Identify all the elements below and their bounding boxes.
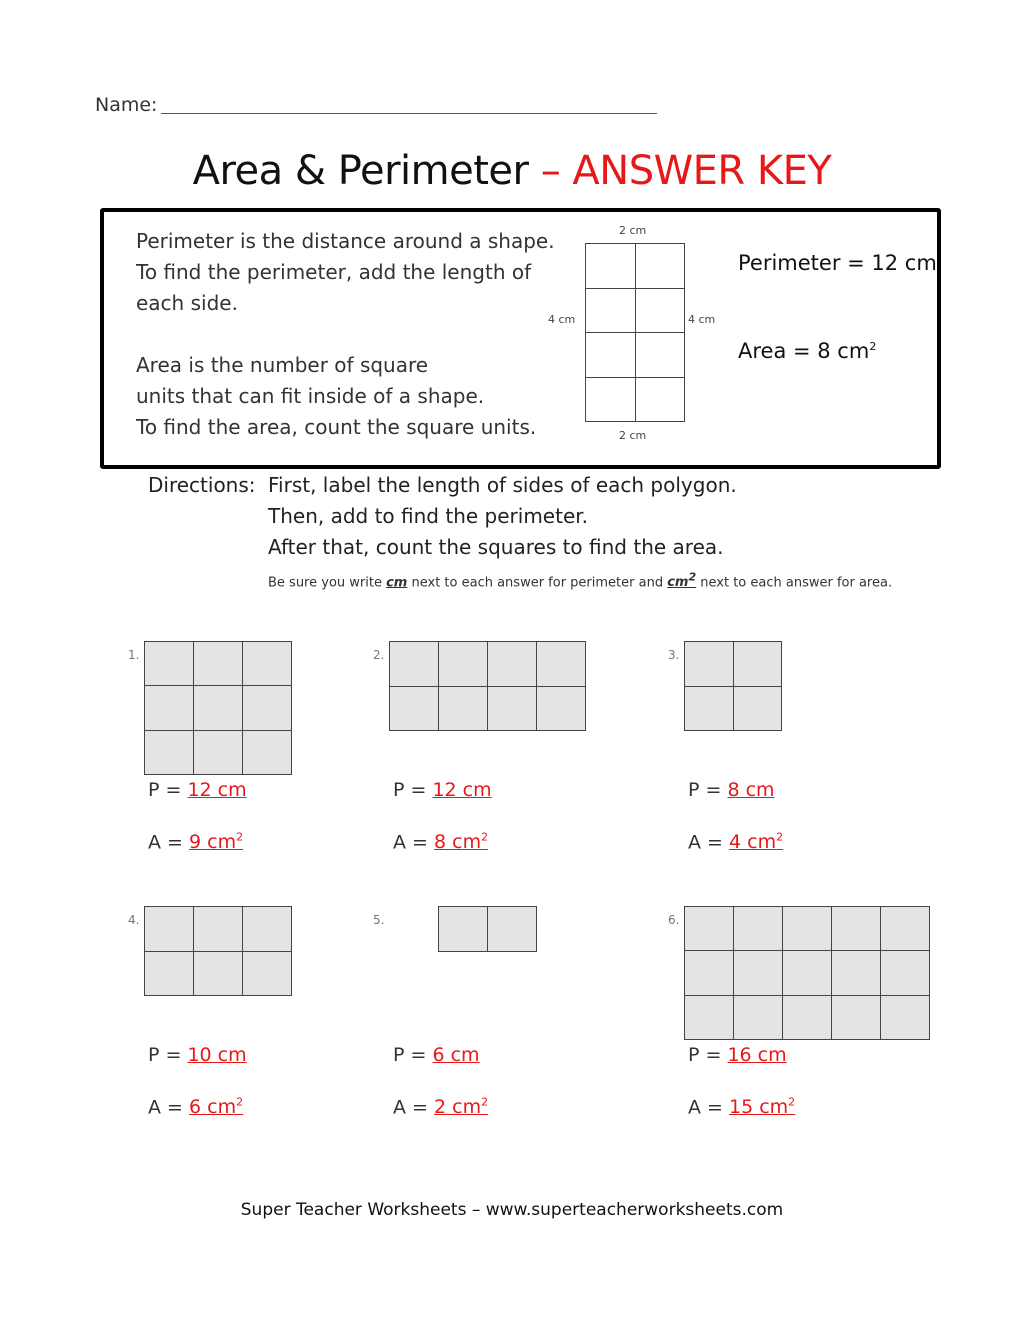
perimeter-label: P = — [688, 1044, 728, 1066]
grid-square — [144, 685, 194, 730]
grid-square — [733, 995, 783, 1040]
area-value — [189, 831, 243, 853]
area-value — [729, 831, 783, 853]
example-area-sup: 2 — [869, 340, 877, 353]
grid-square — [635, 377, 686, 423]
directions-lines — [268, 470, 737, 563]
area-answer — [148, 1096, 243, 1118]
perimeter-value: 16 cm — [727, 1044, 787, 1066]
perimeter-answer — [688, 1044, 787, 1066]
area-answer — [393, 831, 488, 853]
grid-square — [193, 685, 243, 730]
grid-square — [438, 906, 488, 952]
area-line: To find the area, count the square units. — [136, 415, 537, 439]
grid-square — [536, 641, 586, 687]
area-label: A = — [688, 831, 729, 854]
grid-square — [635, 332, 686, 378]
note-cm2-text: cm — [667, 575, 689, 591]
grid-square — [487, 641, 537, 687]
area-value-text: 15 cm — [729, 1096, 789, 1119]
problem-number: 6. — [668, 913, 680, 927]
grid-square — [193, 951, 243, 997]
grid-square — [831, 950, 881, 995]
area-value-text: 2 cm — [434, 1096, 482, 1119]
area-value-text: 4 cm — [729, 831, 777, 854]
grid-square — [733, 641, 783, 687]
grid-square — [242, 641, 292, 686]
grid-square — [585, 288, 636, 334]
perimeter-label: P = — [148, 779, 188, 801]
grid-square — [831, 906, 881, 951]
note-cm2-sup: 2 — [688, 571, 697, 584]
page-title — [0, 148, 1024, 194]
grid-square — [144, 906, 194, 952]
problem-grid — [144, 906, 291, 995]
area-answer — [688, 1096, 795, 1118]
grid-square — [635, 288, 686, 334]
example-area — [738, 339, 876, 363]
grid-square — [782, 950, 832, 995]
area-answer — [148, 831, 243, 853]
perimeter-definition — [136, 226, 555, 319]
problem-number: 1. — [128, 648, 140, 662]
area-value-text: 8 cm — [434, 831, 482, 854]
grid-square — [193, 730, 243, 775]
grid-square — [880, 906, 930, 951]
area-label: A = — [688, 1096, 729, 1119]
directions-line: First, label the length of sides of each polygon. — [268, 473, 737, 497]
directions-note — [268, 571, 892, 590]
grid-square — [684, 906, 734, 951]
name-label: Name: — [95, 94, 158, 116]
grid-square — [193, 641, 243, 686]
grid-square — [242, 730, 292, 775]
area-label: A = — [393, 831, 434, 854]
area-label: A = — [393, 1096, 434, 1119]
grid-square — [880, 950, 930, 995]
directions-line: After that, count the squares to find the area. — [268, 535, 724, 559]
perimeter-value: 8 cm — [727, 779, 775, 801]
area-value — [729, 1096, 795, 1118]
problem-grid — [144, 641, 291, 774]
grid-square — [389, 686, 439, 732]
problem-number: 2. — [373, 648, 385, 662]
perimeter-label: P = — [688, 779, 728, 801]
example-bottom-label: 2 cm — [619, 429, 647, 442]
grid-square — [733, 686, 783, 732]
area-value — [434, 1096, 488, 1118]
name-blank[interactable] — [161, 95, 657, 114]
problem-number: 5. — [373, 913, 385, 927]
perimeter-value: 12 cm — [432, 779, 492, 801]
note-cm2 — [667, 571, 697, 591]
grid-square — [684, 995, 734, 1040]
note-text: Be sure you write — [268, 575, 387, 591]
perimeter-line: Perimeter is the distance around a shape. — [136, 229, 555, 253]
perimeter-value: 12 cm — [187, 779, 247, 801]
directions-label: Directions: — [148, 473, 256, 497]
area-value — [434, 831, 488, 853]
grid-square — [684, 641, 734, 687]
grid-square — [733, 906, 783, 951]
grid-square — [487, 906, 537, 952]
grid-square — [635, 243, 686, 289]
grid-square — [193, 906, 243, 952]
perimeter-value: 6 cm — [432, 1044, 480, 1066]
area-value-sup: 2 — [481, 1096, 489, 1109]
area-label: A = — [148, 1096, 189, 1119]
grid-square — [144, 951, 194, 997]
problem-grid — [684, 906, 929, 1039]
perimeter-answer — [393, 779, 492, 801]
grid-square — [242, 685, 292, 730]
note-text: next to each answer for area. — [696, 575, 893, 591]
area-value-sup: 2 — [236, 831, 244, 844]
grid-square — [831, 995, 881, 1040]
grid-square — [782, 906, 832, 951]
title-answer-key: ANSWER KEY — [572, 148, 832, 194]
problem-grid — [389, 641, 585, 730]
grid-square — [144, 641, 194, 686]
grid-square — [585, 243, 636, 289]
area-value-sup: 2 — [776, 831, 784, 844]
problem-number: 3. — [668, 648, 680, 662]
area-answer — [688, 831, 783, 853]
example-top-label: 2 cm — [619, 224, 647, 237]
grid-square — [242, 906, 292, 952]
grid-square — [684, 950, 734, 995]
perimeter-answer — [148, 779, 247, 801]
grid-square — [880, 995, 930, 1040]
note-text: next to each answer for perimeter and — [407, 575, 668, 591]
area-label: A = — [148, 831, 189, 854]
example-area-text: Area = 8 cm — [738, 339, 870, 363]
problem-grid — [438, 906, 536, 951]
area-value-text: 6 cm — [189, 1096, 237, 1119]
grid-square — [144, 730, 194, 775]
grid-square — [684, 686, 734, 732]
grid-square — [585, 377, 636, 423]
note-cm: cm — [386, 575, 408, 591]
perimeter-label: P = — [393, 1044, 433, 1066]
example-left-label: 4 cm — [548, 313, 576, 326]
grid-square — [487, 686, 537, 732]
perimeter-line: each side. — [136, 291, 238, 315]
grid-square — [733, 950, 783, 995]
grid-square — [438, 641, 488, 687]
perimeter-answer — [393, 1044, 480, 1066]
perimeter-label: P = — [148, 1044, 188, 1066]
area-definition — [136, 350, 536, 443]
grid-square — [536, 686, 586, 732]
perimeter-answer — [148, 1044, 247, 1066]
grid-square — [438, 686, 488, 732]
footer: Super Teacher Worksheets – www.superteacherworksheets.com — [240, 1200, 784, 1220]
area-line: Area is the number of square — [136, 353, 429, 377]
problem-grid — [684, 641, 781, 730]
perimeter-value: 10 cm — [187, 1044, 247, 1066]
grid-square — [585, 332, 636, 378]
area-value-sup: 2 — [481, 831, 489, 844]
perimeter-label: P = — [393, 779, 433, 801]
area-value — [189, 1096, 243, 1118]
grid-square — [389, 641, 439, 687]
area-answer — [393, 1096, 488, 1118]
title-dash: – — [528, 148, 573, 194]
problem-number: 4. — [128, 913, 140, 927]
name-line — [95, 94, 657, 116]
example-perimeter: Perimeter = 12 cm — [738, 251, 937, 275]
grid-square — [782, 995, 832, 1040]
perimeter-line: To find the perimeter, add the length of — [136, 260, 532, 284]
area-value-text: 9 cm — [189, 831, 237, 854]
area-line: units that can fit inside of a shape. — [136, 384, 485, 408]
example-grid — [585, 243, 684, 421]
area-value-sup: 2 — [236, 1096, 244, 1109]
example-right-label: 4 cm — [688, 313, 716, 326]
perimeter-answer — [688, 779, 775, 801]
title-main: Area & Perimeter — [192, 148, 529, 194]
area-value-sup: 2 — [788, 1096, 796, 1109]
directions-line: Then, add to find the perimeter. — [268, 504, 588, 528]
grid-square — [242, 951, 292, 997]
